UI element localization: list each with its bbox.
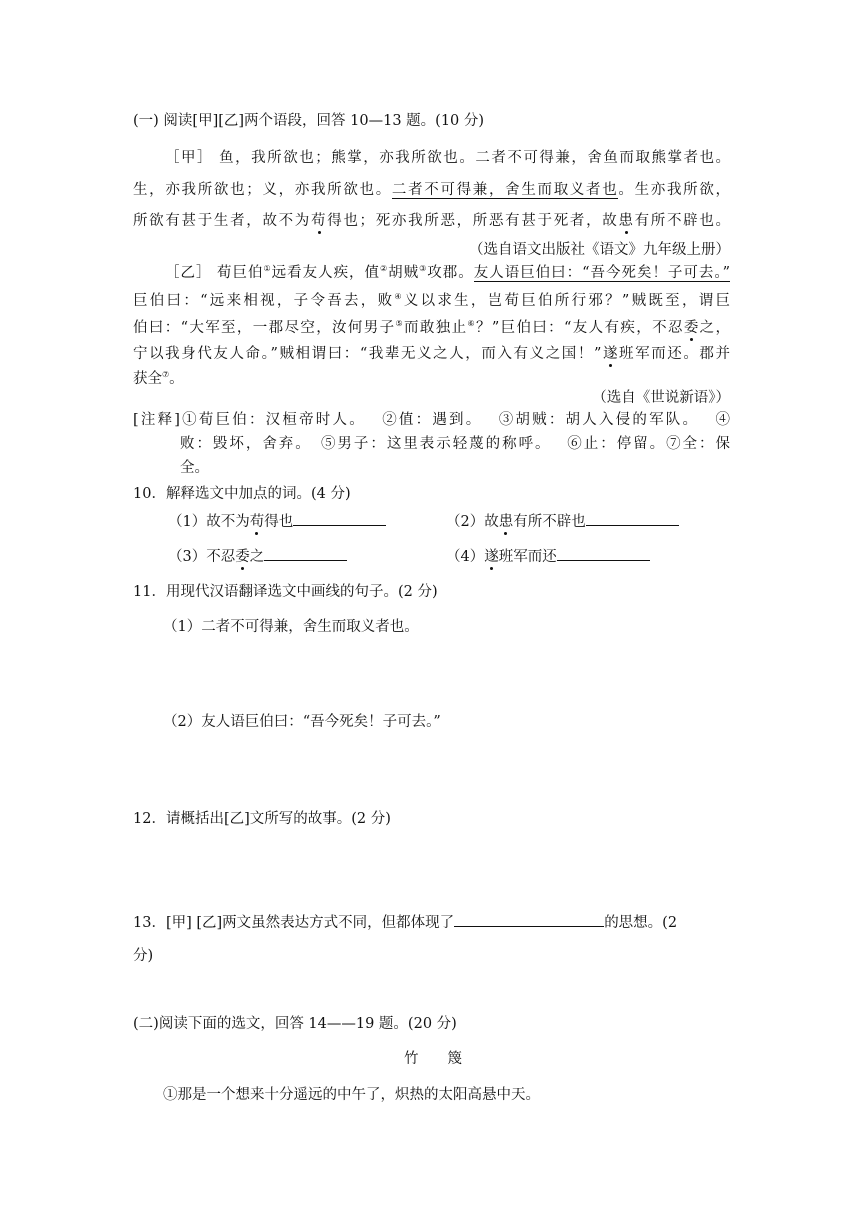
section1-heading: (一) 阅读[甲][乙]两个语段，回答 10—13 题。(10 分) <box>133 113 485 129</box>
q10-answer-blank-1[interactable] <box>293 511 386 526</box>
q10-answer-blank-4[interactable] <box>557 546 650 561</box>
q13-line-1: 13．[甲] [乙]两文虽然表达方式不同，但都体现了 的思想。(2 <box>133 912 677 933</box>
jia-line-2: 生，亦我所欲也；义，亦我所欲也。二者不可得兼，舍生而取义者也。生亦我所欲， <box>133 182 731 198</box>
article-paragraph-1: ①那是一个想来十分遥远的中午了，炽热的太阳高悬中天。 <box>163 1087 540 1103</box>
notes-line-3: 全。 <box>180 460 209 476</box>
yi-source: （选自《世说新语》） <box>592 390 730 406</box>
q10-answer-blank-3[interactable] <box>264 546 347 561</box>
notes-line-2: 败：毁坏，舍弃。 ⑤男子：这里表示轻蔑的称呼。 ⑥止：停留。⑦全：保 <box>180 436 730 452</box>
yi-line-3: 伯曰：“大军至，一郡尽空，汝何男子⑤而敢独止⑥？”巨伯曰：“友人有疾，不忍委之， <box>133 319 731 336</box>
notes-line-1: [注释]①荀巨伯：汉桓帝时人。 ②值：遇到。 ③胡贼：胡人入侵的军队。 ④ <box>133 412 730 428</box>
q12-title: 12．请概括出[乙]文所写的故事。(2 分) <box>133 811 391 827</box>
yi-line-1: ［乙］ 荀巨伯①远看友人疾，值②胡贼③攻郡。友人语巨伯曰：“吾今死矣！子可去。” <box>165 264 731 281</box>
q10-item-3: （3）不忍委之 <box>168 546 347 567</box>
dotted-word-sui: 遂 <box>601 346 620 362</box>
q11-sentence-2: （2）友人语巨伯曰：“吾今死矣！子可去。” <box>163 714 441 730</box>
q10-item-1: （1）故不为苟得也 <box>168 511 386 532</box>
jia-underlined-sentence: 二者不可得兼，舍生而取义者也 <box>391 182 619 198</box>
article-title: 竹 篾 <box>404 1051 462 1067</box>
q11-sentence-1: （1）二者不可得兼，舍生而取义者也。 <box>163 619 419 635</box>
q10-answer-blank-2[interactable] <box>586 511 679 526</box>
jia-line-1: ［甲］ 鱼，我所欲也；熊掌，亦我所欲也。二者不可得兼，舍鱼而取熊掌者也。 <box>165 150 730 166</box>
dotted-word-huan: 患 <box>618 213 635 229</box>
q11-title: 11．用现代汉语翻译选文中画线的句子。(2 分) <box>133 584 438 600</box>
q10-item-4: （4）遂班军而还 <box>446 546 650 567</box>
dotted-word-gou: 苟 <box>311 213 328 229</box>
q10-title: 10．解释选文中加点的词。(4 分) <box>133 486 351 502</box>
q10-item-2: （2）故患有所不辟也 <box>446 511 679 532</box>
dotted-word-wei: 委 <box>683 320 700 336</box>
jia-source: （选自语文出版社《语文》九年级上册） <box>469 242 730 258</box>
q13-line-2: 分) <box>133 948 154 964</box>
jia-line-3: 所欲有甚于生者，故不为苟得也；死亦我所恶，所恶有甚于死者，故患有所不辟也。 <box>133 213 731 229</box>
yi-line-4: 宁以我身代友人命。”贼相谓曰：“我辈无义之人，而入有义之国！”遂班军而还。郡并 <box>133 346 731 362</box>
q13-answer-blank[interactable] <box>454 912 604 927</box>
yi-line-2: 巨伯曰：“远来相视，子令吾去，败④义以求生，岂荀巨伯所行邪？”贼既至，谓巨 <box>133 292 730 309</box>
yi-line-5: 获全⑦。 <box>133 370 184 387</box>
section2-heading: (二)阅读下面的选文，回答 14——19 题。(20 分) <box>133 1016 457 1032</box>
yi-underlined-sentence: 友人语巨伯曰：“吾今死矣！子可去。” <box>473 265 731 281</box>
